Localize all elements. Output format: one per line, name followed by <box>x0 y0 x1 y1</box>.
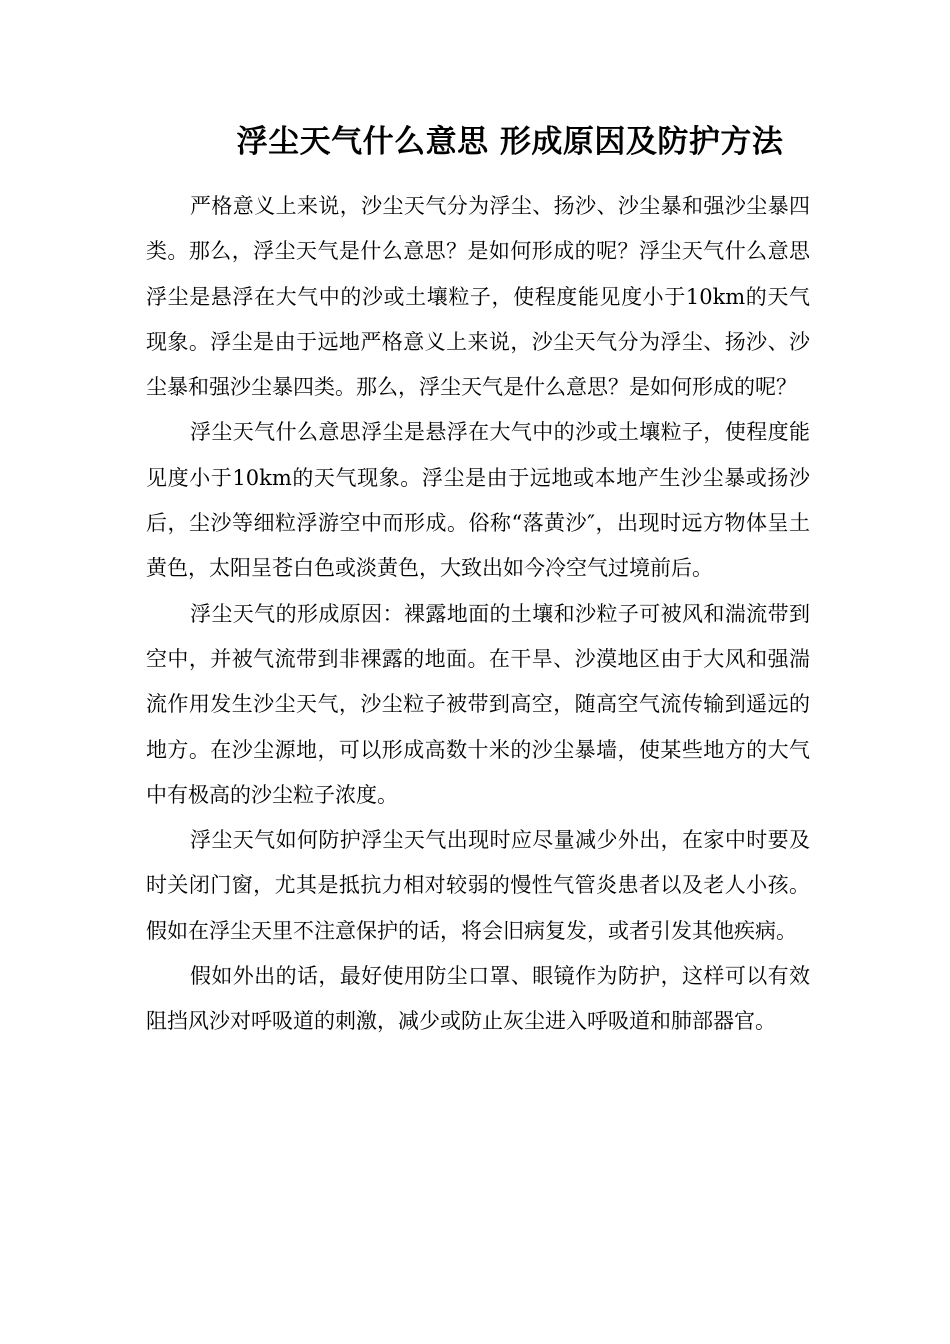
paragraph-4: 浮尘天气如何防护浮尘天气出现时应尽量减少外出，在家中时要及时关闭门窗，尤其是抵抗力相对较弱的慢性气管炎患者以及老人小孩。假如在浮尘天里不注意保护的话，将会旧病复发，或者引发其他疾病。 <box>146 828 810 943</box>
paragraph-2: 浮尘天气什么意思浮尘是悬浮在大气中的沙或土壤粒子，使程度能见度小于10km的天气现象。浮尘是由于远地或本地产生沙尘暴或扬沙后，尘沙等细粒浮游空中而形成。俗称“落黄沙″，出现时远方物体呈土黄色，太阳呈苍白色或淡黄色，大致出如今冷空气过境前后。 <box>146 420 810 581</box>
paragraph-1: 严格意义上来说，沙尘天气分为浮尘、扬沙、沙尘暴和强沙尘暴四类。那么，浮尘天气是什么意思？是如何形成的呢？浮尘天气什么意思浮尘是悬浮在大气中的沙或土壤粒子，使程度能见度小于10km的天气现象。浮尘是由于远地严格意义上来说，沙尘天气分为浮尘、扬沙、沙尘暴和强沙尘暴四类。那么，浮尘天气是什么意思？是如何形成的呢？ <box>146 194 810 400</box>
document-body <box>146 184 810 1045</box>
document-title: 浮尘天气什么意思 形成原因及防护方法 <box>236 124 784 160</box>
paragraph-3: 浮尘天气的形成原因：裸露地面的土壤和沙粒子可被风和湍流带到空中，并被气流带到非裸露的地面。在干旱、沙漠地区由于大风和强湍流作用发生沙尘天气，沙尘粒子被带到高空，随高空气流传输到遥远的地方。在沙尘源地，可以形成高数十米的沙尘暴墙，使某些地方的大气中有极高的沙尘粒子浓度。 <box>146 601 810 807</box>
paragraph-5: 假如外出的话，最好使用防尘口罩、眼镜作为防护，这样可以有效阻挡风沙对呼吸道的刺激，减少或防止灰尘进入呼吸道和肺部器官。 <box>146 964 810 1034</box>
